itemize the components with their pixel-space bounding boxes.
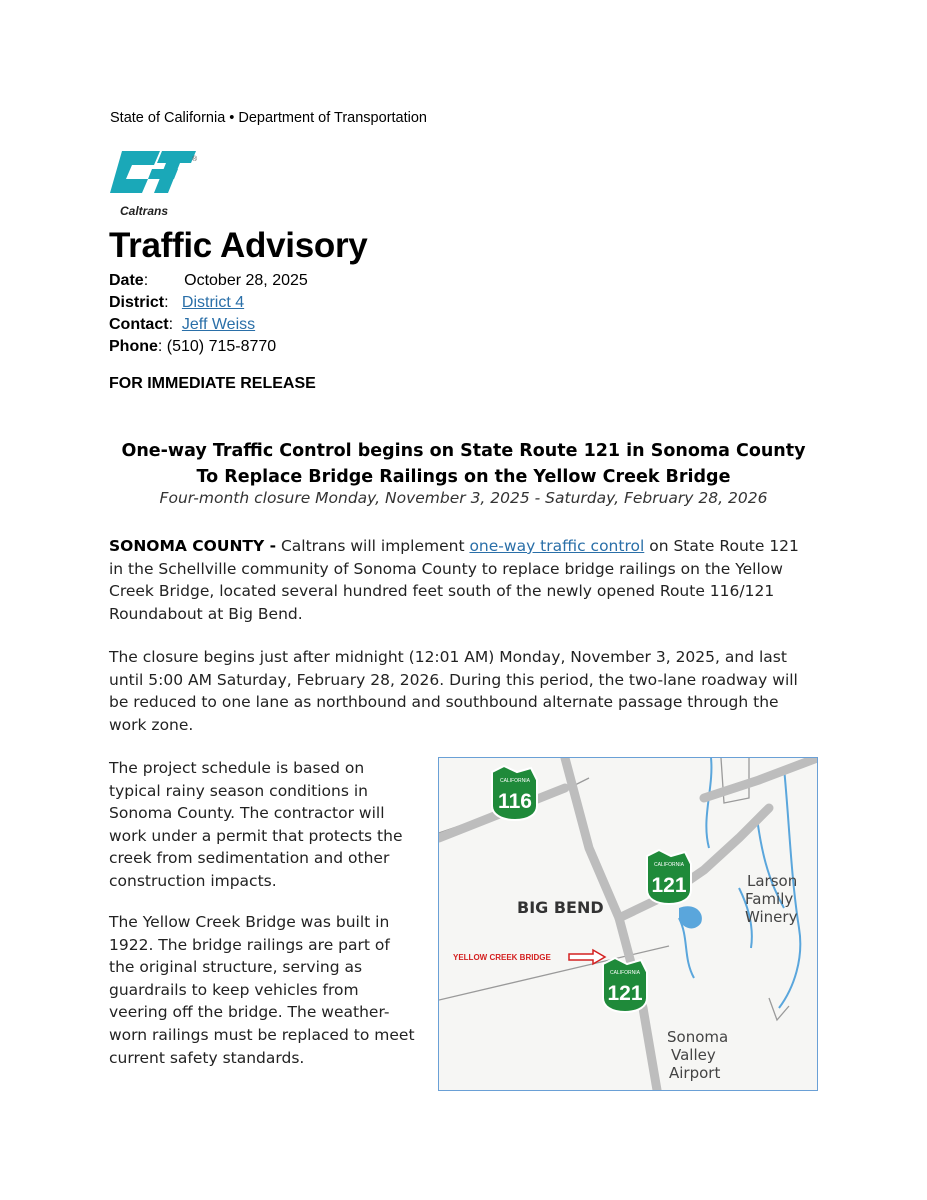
svg-text:Larson: Larson	[747, 872, 798, 890]
caltrans-logo	[108, 147, 200, 221]
district-row: District: District 4	[109, 294, 245, 311]
svg-text:Sonoma: Sonoma	[667, 1028, 729, 1046]
svg-text:Winery: Winery	[745, 908, 798, 926]
paragraph-3: The project schedule is based on typical rainy season conditions in Sonoma County. The contractor will work under a permit that protects the creek from sedimentation and other construction impacts.	[109, 759, 403, 890]
big-bend-label: BIG BEND	[517, 898, 604, 917]
svg-text:Family: Family	[745, 890, 794, 908]
logo-wordmark: Caltrans	[120, 204, 169, 218]
headline-line1: One-way Traffic Control begins on State Route 121 in Sonoma County	[121, 441, 806, 461]
date-row: Date: October 28, 2025	[109, 272, 308, 289]
district-label: District	[109, 294, 165, 311]
location-map	[438, 757, 818, 1091]
bridge-label: YELLOW CREEK BRIDGE	[453, 953, 551, 962]
svg-text:CALIFORNIA: CALIFORNIA	[609, 970, 641, 976]
advisory-meta	[109, 270, 308, 358]
contact-label: Contact	[109, 316, 169, 333]
p1-text-a: Caltrans will implement	[276, 537, 470, 555]
phone-label: Phone	[109, 338, 158, 355]
airport-label	[667, 1028, 728, 1082]
date-label: Date	[109, 272, 144, 289]
paragraph-2: The closure begins just after midnight (12:01 AM) Monday, November 3, 2025, and last until 5:00 AM Saturday, February 28, 2026. During this period, the two-lane roadway will be reduced to one lane as northbound and southbound alternate passage through the work zone.	[109, 648, 798, 734]
winery-label	[745, 872, 798, 926]
route-121-shield-south	[603, 958, 647, 1012]
date-value: October 28, 2025	[184, 272, 308, 289]
svg-text:CALIFORNIA: CALIFORNIA	[653, 862, 685, 868]
district-link[interactable]: District 4	[181, 294, 245, 311]
p1-text-b: on State Route 121 in the Schellville community of Sonoma County to replace bridge railings on the Yellow Creek Bridge, located several hundred feet south of the newly opened Route 116/121 Roundabout at Big Bend.	[109, 537, 799, 623]
phone-row: Phone: (510) 715-8770	[109, 338, 277, 355]
subhead: Four-month closure Monday, November 3, 2025 - Saturday, February 28, 2026	[159, 489, 768, 507]
phone-value: (510) 715-8770	[166, 338, 277, 355]
route-121-shield-north	[647, 850, 691, 904]
paragraph-4: The Yellow Creek Bridge was built in 1922. The bridge railings are part of the original structure, serving as guardrails to keep vehicles from veering off the bridge. The weather-worn railings must be replaced to meet current safety standards.	[109, 913, 415, 1067]
svg-text:CALIFORNIA: CALIFORNIA	[499, 778, 531, 784]
headline-line2: To Replace Bridge Railings on the Yellow Creek Bridge	[196, 467, 731, 487]
svg-text:121: 121	[607, 982, 643, 1005]
release-note: FOR IMMEDIATE RELEASE	[109, 375, 316, 392]
contact-row: Contact: Jeff Weiss	[109, 316, 256, 333]
page-title: Traffic Advisory	[109, 226, 368, 265]
logo-trademark: ®	[192, 156, 198, 163]
paragraph-1	[109, 535, 799, 625]
agency-line: State of California • Department of Transportation	[110, 110, 427, 126]
svg-text:121: 121	[651, 874, 687, 897]
dateline: SONOMA COUNTY -	[109, 537, 277, 555]
headline	[100, 438, 827, 490]
svg-text:Valley: Valley	[671, 1046, 716, 1064]
contact-link[interactable]: Jeff Weiss	[181, 316, 256, 333]
svg-text:116: 116	[498, 790, 532, 813]
route-116-shield	[492, 766, 537, 820]
svg-text:Airport: Airport	[669, 1064, 721, 1082]
one-way-traffic-link[interactable]: one-way traffic control	[469, 537, 645, 555]
